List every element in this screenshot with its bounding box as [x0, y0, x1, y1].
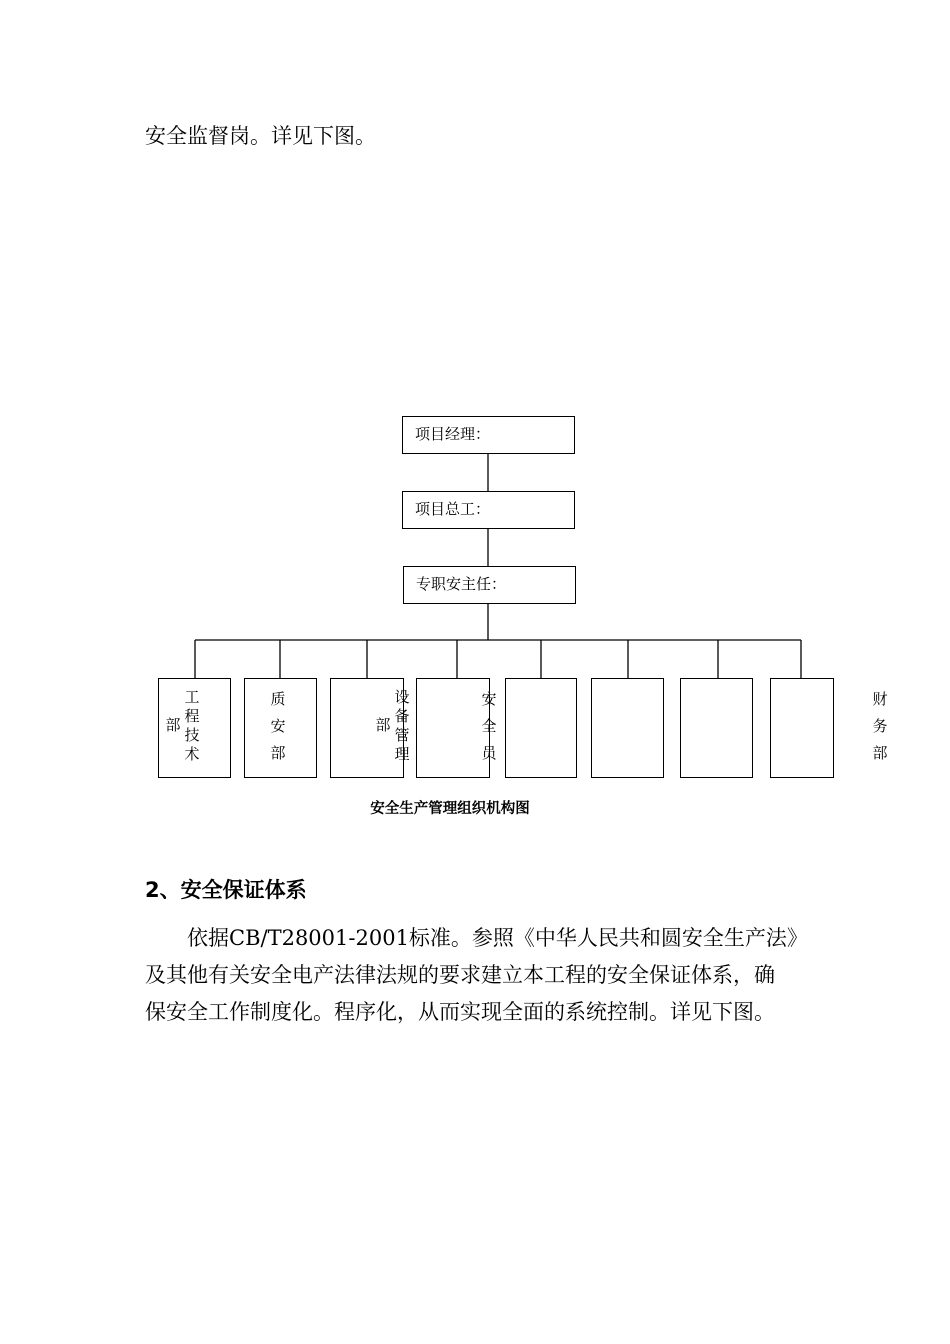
safety-director-box: 专职安主任： [403, 566, 576, 604]
dept-label-equipment-bu: 部 [375, 716, 391, 734]
body-line-2: 及其他有关安全电产法律法规的要求建立本工程的安全保证体系，确 [145, 963, 775, 987]
dept-box-safety-officer [416, 678, 490, 778]
dept-label-quality-safety: 质 安 部 [270, 690, 286, 762]
section-heading: 2、安全保证体系 [145, 878, 307, 902]
intro-paragraph: 安全监督岗。详见下图。 [145, 124, 376, 148]
dept-box-7 [680, 678, 753, 778]
dept-label-engineering: 工 程 技 术 [184, 688, 200, 763]
dept-label-equipment: 设 备 管 理 [394, 688, 410, 763]
body-paragraph [145, 920, 808, 1031]
dept-box-6 [591, 678, 664, 778]
dept-label-safety-officer: 安 全 员 [481, 690, 497, 762]
dept-box-8 [770, 678, 834, 778]
chart-caption: 安全生产管理组织机构图 [370, 801, 530, 817]
project-manager-box: 项目经理： [402, 416, 575, 454]
dept-box-5 [505, 678, 577, 778]
finance-label: 财 务 部 [872, 690, 888, 762]
body-line-1: 依据CB/T28001-2001标准。参照《中华人民共和圆安全生产法》 [187, 926, 808, 950]
body-line-3: 保安全工作制度化。程序化，从而实现全面的系统控制。详见下图。 [145, 1000, 775, 1024]
chief-engineer-box: 项目总工： [402, 491, 575, 529]
dept-label-engineering-bu: 部 [165, 716, 181, 734]
